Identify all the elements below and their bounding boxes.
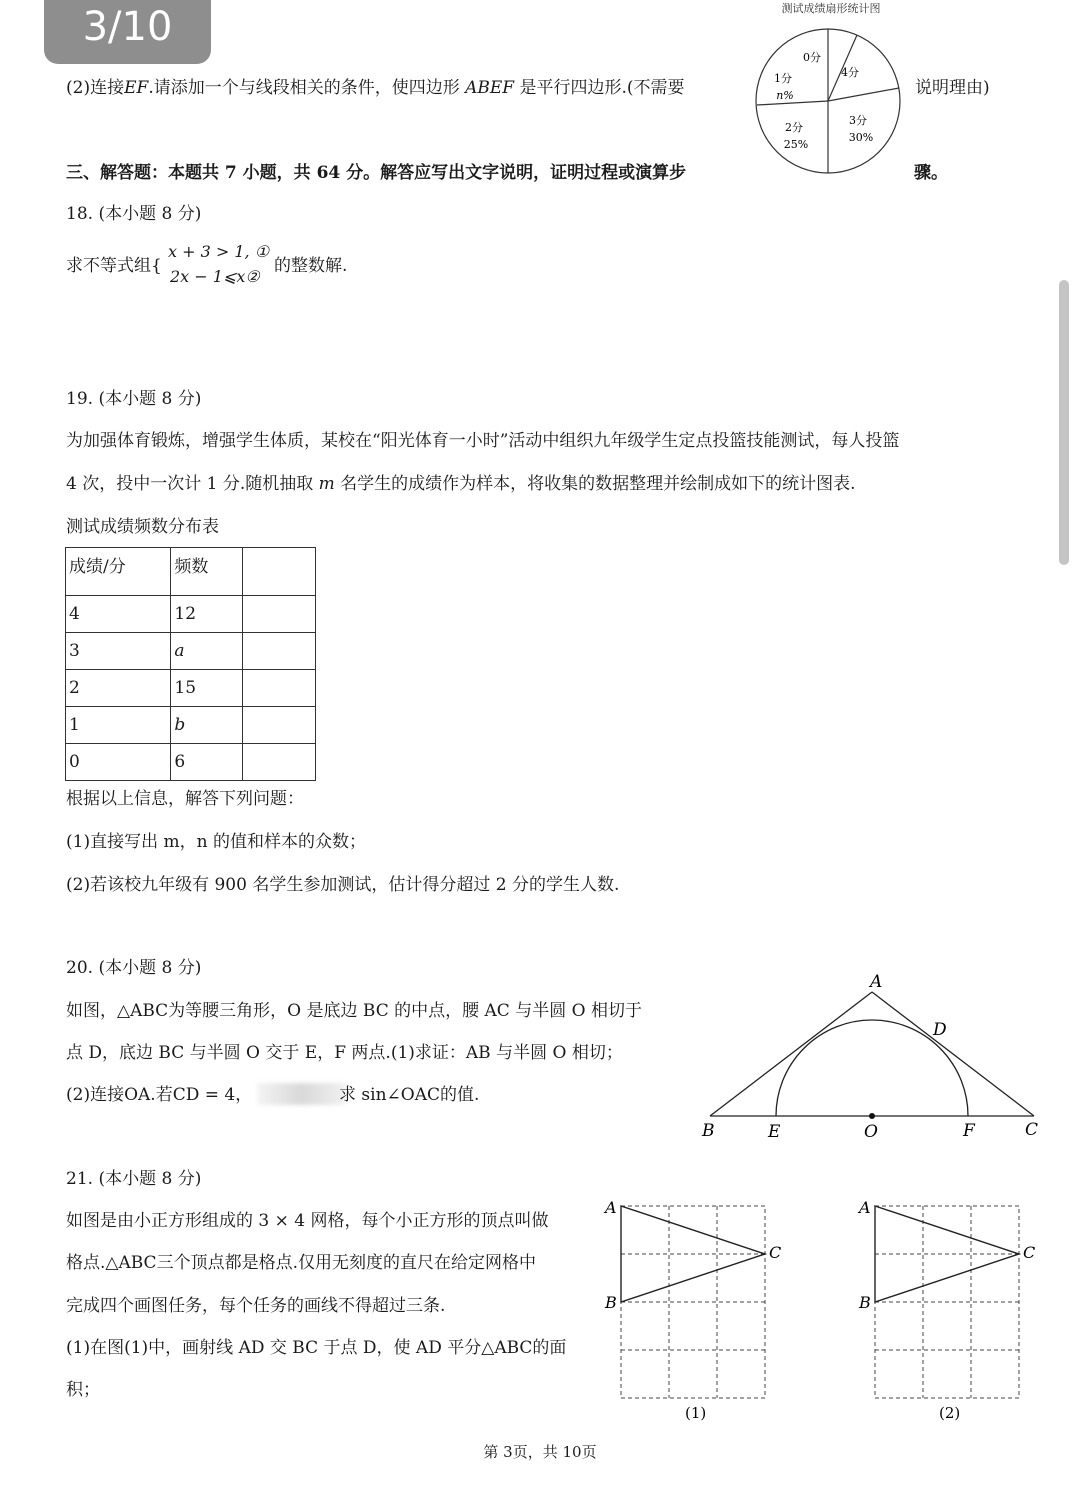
q17-text-ef: EF (124, 78, 149, 98)
grid1-caption: (1) (685, 1404, 707, 1422)
q18-inequality-2: 2x − 1⩽x② (170, 267, 260, 286)
label-O: O (864, 1122, 878, 1142)
q19-paragraph-2 (66, 472, 856, 496)
table-cell (242, 633, 315, 670)
scrollbar-thumb[interactable] (1059, 280, 1069, 565)
label-D: D (933, 1020, 947, 1040)
grid-figure-1 (600, 1195, 800, 1425)
pie-label-4: 4分 (841, 66, 859, 79)
table-header-row (66, 548, 316, 596)
table-row (66, 596, 316, 633)
grid1-label-A: A (605, 1198, 617, 1217)
q17-text-b: .请添加一个与线段相关的条件，使四边形 (148, 78, 466, 98)
section3-heading: 三、解答题：本题共 7 小题，共 64 分。解答应写出文字说明，证明过程或演算步 (66, 163, 687, 183)
q19-sub2: (2)若该校九年级有 900 名学生参加测试，估计得分超过 2 分的学生人数. (66, 875, 620, 895)
q17-text-abef: ABEF (465, 78, 515, 98)
table-cell (242, 596, 315, 633)
q21-line-5: 积； (66, 1380, 100, 1400)
table-cell: 0 (66, 744, 171, 781)
grid2-label-C: C (1023, 1243, 1036, 1262)
table-header-cell: 频数 (171, 548, 242, 596)
q17-text-d: 说明理由) (915, 78, 990, 98)
table-row (66, 670, 316, 707)
q20-line-3b: 求 sin∠OAC的值. (339, 1085, 480, 1105)
pie-label-3-pct: 30% (848, 131, 874, 144)
grid1-label-C: C (769, 1243, 782, 1262)
pie-label-3-name: 3分 (849, 114, 867, 127)
triangle-semicircle-figure (690, 965, 1050, 1150)
q18-post: 的整数解. (274, 256, 348, 276)
q18-inequality-1: x + 3 > 1, ① (168, 242, 270, 261)
label-F: F (963, 1121, 975, 1141)
q21-line-2: 格点.△ABC三个顶点都是格点.仅用无刻度的直尺在给定网格中 (66, 1253, 536, 1273)
grid-figure-2 (854, 1195, 1054, 1425)
table-cell: 6 (171, 744, 242, 781)
page-indicator-badge: 3/10 (44, 0, 211, 64)
table-cell: b (171, 707, 242, 744)
pie-chart-figure (740, 0, 920, 190)
label-B: B (702, 1121, 715, 1141)
table-cell: 1 (66, 707, 171, 744)
page-footer: 第 3页，共 10页 (483, 1443, 597, 1461)
label-A: A (870, 972, 883, 992)
point-O (869, 1113, 875, 1119)
table-cell (242, 744, 315, 781)
table-row (66, 707, 316, 744)
q21-line-1: 如图是由小正方形组成的 3 × 4 网格，每个小正方形的顶点叫做 (66, 1211, 549, 1231)
table-cell: 2 (66, 670, 171, 707)
q19-sub1: (1)直接写出 m，n 的值和样本的众数； (66, 832, 366, 852)
blurred-redaction (257, 1083, 345, 1105)
grid1-label-B: B (605, 1293, 617, 1312)
q20-line-1: 如图，△ABC为等腰三角形，O 是底边 BC 的中点，腰 AC 与半圆 O 相切于 (66, 1001, 642, 1021)
table-cell: 4 (66, 596, 171, 633)
q17-part2-text (66, 76, 685, 100)
table-row (66, 744, 316, 781)
q19-header: 19. (本小题 8 分) (66, 389, 202, 409)
q19-table-title: 测试成绩频数分布表 (66, 517, 219, 537)
grid2-label-B: B (859, 1293, 871, 1312)
table-header-cell (242, 548, 315, 596)
label-E: E (768, 1122, 781, 1142)
dashed-grid-2 (875, 1206, 1019, 1398)
pie-label-0: 0分 (803, 51, 821, 64)
segment-AB (710, 992, 872, 1116)
pie-label-2-name: 2分 (785, 121, 803, 134)
frequency-table (65, 547, 316, 781)
table-cell: 15 (171, 670, 242, 707)
label-C: C (1025, 1120, 1039, 1140)
q20-line-2: 点 D，底边 BC 与半圆 O 交于 E，F 两点.(1)求证：AB 与半圆 O 相切； (66, 1043, 623, 1063)
grid2-label-A: A (859, 1198, 871, 1217)
pie-chart-title: 测试成绩扇形统计图 (781, 2, 881, 15)
q21-line-4: (1)在图(1)中，画射线 AD 交 BC 于点 D，使 AD 平分△ABC的面 (66, 1338, 567, 1358)
q17-text-a: (2)连接 (66, 78, 125, 98)
dashed-grid-1 (621, 1206, 765, 1398)
section3-heading-tail: 骤。 (914, 163, 948, 183)
table-cell: 3 (66, 633, 171, 670)
table-cell: 12 (171, 596, 242, 633)
grid2-caption: (2) (939, 1404, 961, 1422)
table-cell: a (171, 633, 242, 670)
table-cell (242, 707, 315, 744)
q19-p2-m: m (318, 474, 335, 494)
q19-intro: 根据以上信息，解答下列问题： (66, 789, 304, 809)
pie-label-2-pct: 25% (783, 138, 809, 151)
table-row (66, 633, 316, 670)
q19-paragraph-1: 为加强体育锻炼，增强学生体质，某校在“阳光体育一小时”活动中组织九年级学生定点投篮技能测试，每人投篮 (66, 431, 900, 451)
table-cell (242, 670, 315, 707)
pie-label-1-pct: n% (776, 89, 794, 102)
q18-pre: 求不等式组{ (66, 256, 162, 276)
table-header-cell: 成绩/分 (66, 548, 171, 596)
q19-p2-b: 名学生的成绩作为样本，将收集的数据整理并绘制成如下的统计图表. (334, 474, 856, 494)
q17-text-c: 是平行四边形.(不需要 (514, 78, 685, 98)
q19-p2-a: 4 次，投中一次计 1 分.随机抽取 (66, 474, 319, 494)
q18-header: 18. (本小题 8 分) (66, 204, 202, 224)
q21-header: 21. (本小题 8 分) (66, 1169, 202, 1189)
q20-header: 20. (本小题 8 分) (66, 958, 202, 978)
pie-label-1-name: 1分 (774, 72, 792, 85)
q21-line-3: 完成四个画图任务，每个任务的画线不得超过三条. (66, 1296, 446, 1316)
segment-AC (872, 992, 1034, 1116)
q20-line-3a: (2)连接OA.若CD = 4， (66, 1085, 253, 1105)
